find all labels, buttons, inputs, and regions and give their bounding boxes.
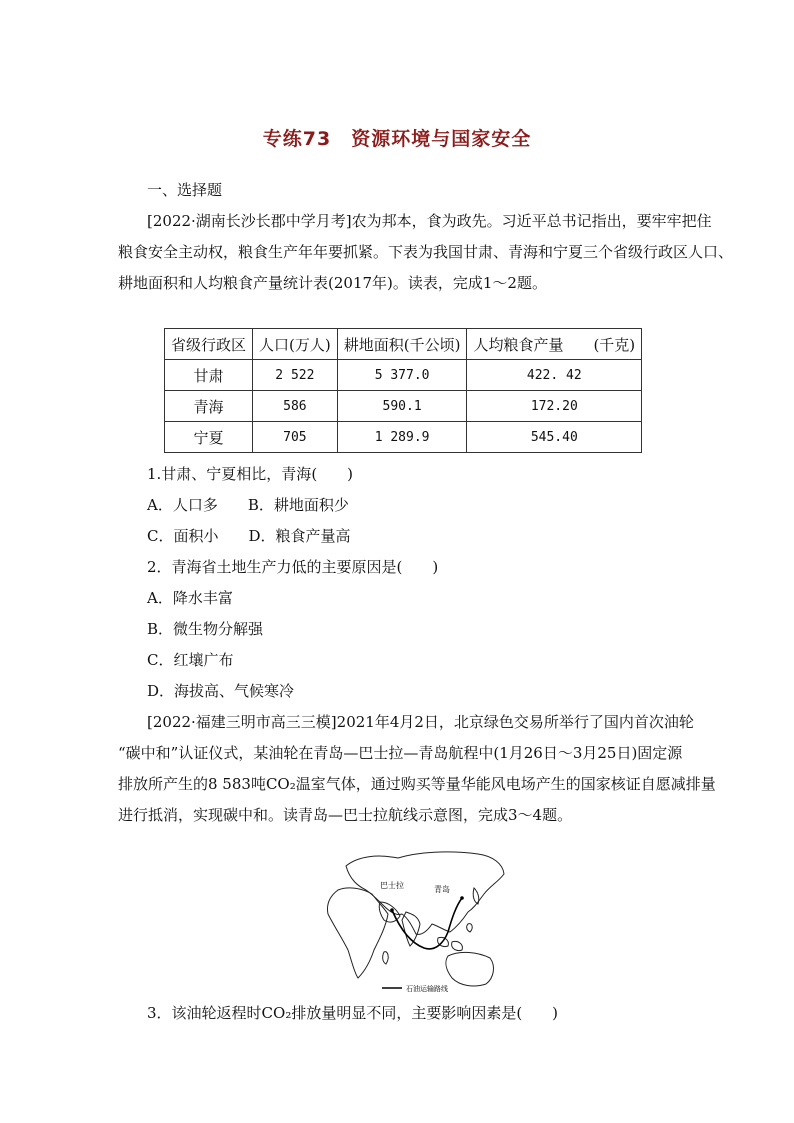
table-header-cell: 省级行政区 [165, 329, 253, 360]
question-1-stem: 1.甘肃、宁夏相比，青海( ) [147, 465, 354, 483]
australia-outline [446, 952, 494, 986]
table-cell: 590.1 [337, 391, 467, 422]
question-2-option-c: C．红壤广布 [147, 651, 234, 669]
question-1-options-ab: A．人口多 B．耕地面积少 [147, 496, 349, 514]
question-1-options-cd: C．面积小 D．粮食产量高 [147, 527, 351, 545]
table-cell: 422. 42 [467, 360, 642, 391]
legend-label: 石油运输路线 [406, 985, 448, 993]
table-cell: 2 522 [253, 360, 338, 391]
basra-dot [390, 908, 394, 912]
table-row [165, 391, 642, 422]
india-outline [402, 912, 420, 946]
table-cell: 705 [253, 422, 338, 453]
table-cell: 青海 [165, 391, 253, 422]
label-qingdao: 青岛 [434, 885, 450, 894]
question-2-option-b: B．微生物分解强 [147, 620, 264, 638]
island-outline [467, 924, 472, 932]
label-basra: 巴士拉 [380, 881, 404, 890]
table-header-cell: 人均粮食产量 (千克) [467, 329, 642, 360]
qingdao-dot [460, 896, 464, 900]
intro1-line1: [2022·湖南长沙长郡中学月考]农为邦本，食为政先。习近平总书记指出，要牢牢把住 [147, 212, 712, 230]
intro2-line3: 排放所产生的8 583吨CO₂温室气体，通过购买等量华能风电场产生的国家核证自愿减排量 [118, 775, 716, 793]
table-header-cell: 人口(万人) [253, 329, 338, 360]
intro2-line1: [2022·福建三明市高三三模]2021年4月2日，北京绿色交易所举行了国内首次油轮 [147, 713, 694, 731]
question-2-stem: 2．青海省土地生产力低的主要原因是( ) [147, 558, 439, 576]
statistics-table [164, 328, 642, 453]
table-cell: 1 289.9 [337, 422, 467, 453]
question-3-stem: 3．该油轮返程时CO₂排放量明显不同，主要影响因素是( ) [147, 1004, 559, 1022]
madagascar-outline [383, 952, 388, 964]
section-heading: 一、选择题 [147, 181, 223, 199]
page-title: 专练73 资源环境与国家安全 [262, 128, 532, 150]
table-cell: 甘肃 [165, 360, 253, 391]
intro2-line4: 进行抵消，实现碳中和。读青岛—巴士拉航线示意图，完成3～4题。 [118, 806, 573, 824]
island-outline [452, 941, 463, 950]
question-2-option-a: A．降水丰富 [147, 589, 233, 607]
intro1-line2: 粮食安全主动权，粮食生产年年要抓紧。下表为我国甘肃、青海和宁夏三个省级行政区人口、 [118, 243, 734, 261]
table-header-row [165, 329, 642, 360]
route-map [318, 846, 508, 998]
table-cell: 5 377.0 [337, 360, 467, 391]
intro2-line2: “碳中和”认证仪式，某油轮在青岛—巴士拉—青岛航程中(1月26日～3月25日)固定源 [118, 744, 683, 762]
table-cell: 586 [253, 391, 338, 422]
intro1-line3: 耕地面积和人均粮食产量统计表(2017年)。读表，完成1～2题。 [118, 274, 547, 292]
table-header-cell: 耕地面积(千公顷) [337, 329, 467, 360]
table-cell: 宁夏 [165, 422, 253, 453]
table-cell: 545.40 [467, 422, 642, 453]
table-row [165, 360, 642, 391]
table-cell: 172.20 [467, 391, 642, 422]
question-2-option-d: D．海拔高、气候寒冷 [147, 682, 295, 700]
table-row [165, 422, 642, 453]
